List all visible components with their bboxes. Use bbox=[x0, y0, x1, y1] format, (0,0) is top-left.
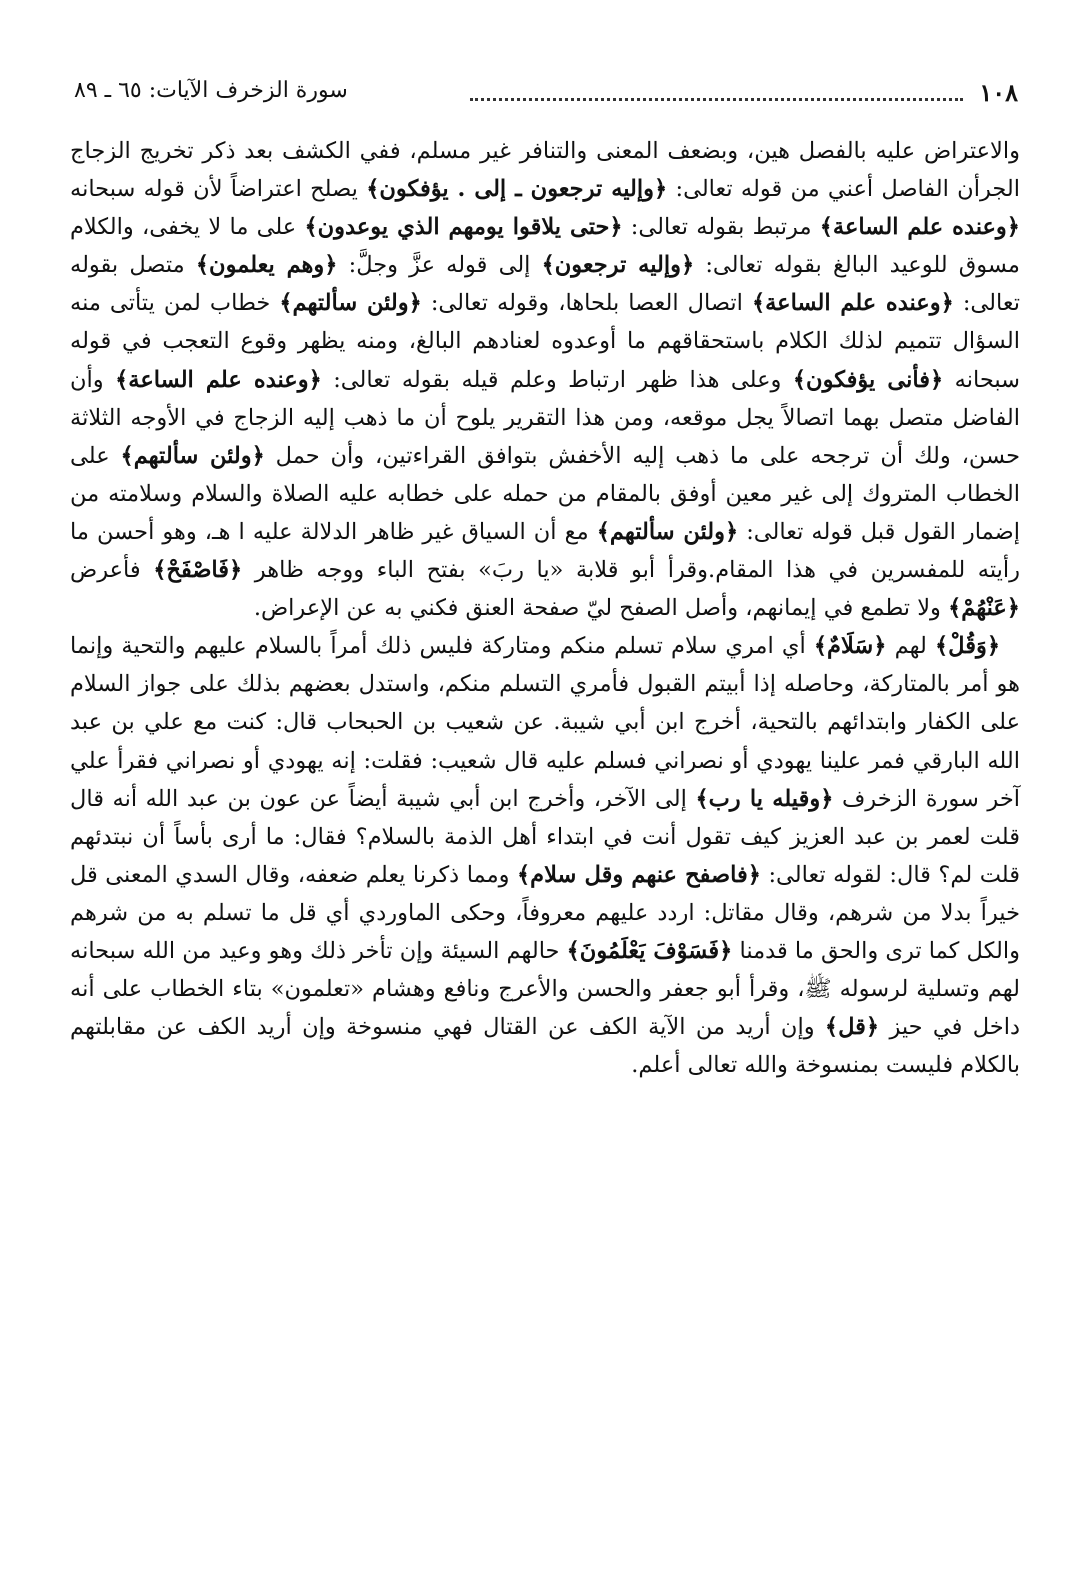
text-segment: مرتبط بقوله تعالى: bbox=[622, 214, 820, 241]
paragraph bbox=[70, 627, 1020, 1084]
text-segment: مع أن السياق غير ظاهر الدلالة عليه ا هـ، وهو أحسن ما رأيته للمفسرين في هذا المقام.وقرأ أبو قلابة «يا ربَ» بفتح الباء ووجه ظاهر bbox=[70, 518, 1021, 584]
quran-quote: ﴿قل﴾ bbox=[824, 1014, 880, 1041]
quran-quote: ﴿وعنده علم الساعة﴾ bbox=[115, 366, 322, 393]
quran-quote: ﴿ولئن سألتهم﴾ bbox=[596, 518, 739, 545]
quran-quote: ﴿وعنده علم الساعة﴾ bbox=[751, 290, 954, 317]
text-segment: ولا تطمع في إيمانهم، وأصل الصفح ليّ صفحة العنق فكني به عن الإعراض. bbox=[253, 595, 949, 622]
text-segment: فأعرض bbox=[70, 557, 154, 584]
text-segment: وعلى هذا ظهر ارتباط وعلم قيله بقوله تعالى: bbox=[321, 366, 793, 393]
quran-quote: ﴿حتى يلاقوا يومهم الذي يوعدون﴾ bbox=[304, 214, 623, 241]
quran-quote: ﴿فَسَوْفَ يَعْلَمُونَ﴾ bbox=[566, 937, 733, 964]
quran-quote: ﴿فَاصْفَحْ﴾ bbox=[153, 557, 243, 584]
text-segment: لهم bbox=[886, 633, 935, 660]
text-segment: أي امري سلام تسلم منكم ومتاركة فليس ذلك أمراً بالسلام عليهم والتحية وإنما هو أمر بالمتاركة، وحاصله إذا أبيتم القبول فأمري التسلم منكم، واستدل بعضهم بذلك على جواز السلام على الكفار وابتدائهم بالتحية، أخرج ابن أبي شيبة. عن شعيب بن الحبحاب قال: كنت مع علي بن عبد الله البارقي فمر علينا يهودي أو نصراني فسلم عليه قال شعيب: فقلت: إنه يهودي أو نصراني فقرأ علي آخر سورة الزخرف bbox=[70, 633, 1020, 812]
text-segment: يصلح اعتراضاً لأن قوله سبحانه bbox=[70, 176, 367, 203]
paragraph bbox=[70, 132, 1020, 627]
text-segment: ومما ذكرنا يعلم ضعفه، وقال السدي المعنى قل خيراً بدلا من شرهم، وقال مقاتل: اردد عليهم معروفاً، وحكى الماوردي أي قل ما تسلم به من شرهم والكل كما ترى والحق ما قدمنا bbox=[70, 861, 1020, 964]
text-segment: والاعتراض عليه بالفصل هين، وبضعف المعنى والتنافر غير مسلم، ففي الكشف بعد ذكر تخريج الزجاج الجرأن الفاصل أعني من قوله تعالى: bbox=[70, 138, 1020, 203]
quran-quote: ﴿عَنْهُمْ﴾ bbox=[948, 595, 1020, 622]
quran-quote: ﴿سَلَامٌ﴾ bbox=[813, 633, 887, 660]
quran-quote: ﴿وعنده علم الساعة﴾ bbox=[819, 214, 1020, 241]
text-segment: على ما لا يخفى، والكلام مسوق للوعيد البالغ بقوله تعالى: bbox=[70, 214, 1020, 279]
header-dotted-leader bbox=[470, 98, 963, 101]
text-segment: حالهم السيئة وإن تأخر ذلك وهو وعيد من الله سبحانه لهم وتسلية لرسوله ﷺ، وقرأ أبو جعفر والحسن والأعرج ونافع وهشام «تعلمون» بتاء الخطاب على أنه داخل في حيز bbox=[70, 937, 1020, 1041]
page-header bbox=[70, 74, 1018, 114]
quran-quote: ﴿ولئن سألتهم﴾ bbox=[279, 290, 422, 317]
quran-quote: ﴿ولئن سألتهم﴾ bbox=[120, 442, 265, 469]
text-segment: إلى الآخر، وأخرج ابن أبي شيبة أيضاً عن عون بن عبد الله أنه قال قلت لعمر بن عبد العزيز كيف تقول أنت في ابتداء أهل الذمة بالسلام؟ فقال: ما أرى بأساً أن نبتدئهم قلت لم؟ قال: لقوله تعالى: bbox=[70, 785, 1021, 888]
text-segment: على الخطاب المتروك إلى غير معين أوفق بالمقام من حمله على خطابه عليه الصلاة والسلام وسلامته من إضمار القول قبل قوله تعالى: bbox=[70, 442, 1020, 545]
quran-quote: ﴿وإليه ترجعون ـ إلى . يؤفكون﴾ bbox=[366, 176, 668, 203]
quran-quote: ﴿فأنى يؤفكون﴾ bbox=[792, 366, 944, 393]
text-segment: إلى قوله عزَّ وجلَّ: bbox=[337, 252, 542, 279]
quran-quote: ﴿فاصفح عنهم وقل سلام﴾ bbox=[516, 861, 761, 888]
surah-title: سورة الزخرف الآيات: ٦٥ ـ ٨٩ bbox=[74, 78, 348, 103]
text-segment: وأن الفاضل متصل بهما اتصالاً يجل موقعه، ومن هذا التقرير يلوح أن ما ذهب إليه الزجاج في الأوجه الثلاثة حسن، ولك أن ترجحه على ما ذهب إليه الأخفش بتوافق القراءتين، وأن حمل bbox=[70, 366, 1021, 469]
quran-quote: ﴿وهم يعلمون﴾ bbox=[195, 252, 338, 279]
body-text bbox=[70, 132, 1020, 1084]
page-number: ١٠٨ bbox=[979, 78, 1018, 107]
text-segment: خطاب لمن يتأتى منه السؤال تتميم لذلك الكلام باستحقاقهم ما أوعدوه لعنادهم البالغ، ومنه يظهر وقوع التعجب في قوله سبحانه bbox=[70, 290, 1021, 393]
text-segment: اتصال العصا بلحاها، وقوله تعالى: bbox=[421, 290, 752, 317]
quran-quote: ﴿وَقُلْ﴾ bbox=[934, 633, 1000, 660]
text-segment: وإن أريد من الآية الكف عن القتال فهي منسوخة وإن أريد الكف عن مقابلتهم بالكلام فليست بمنسوخة والله تعالى أعلم. bbox=[70, 1014, 1020, 1079]
quran-quote: ﴿وإليه ترجعون﴾ bbox=[541, 252, 695, 279]
text-segment: متصل بقوله تعالى: bbox=[70, 252, 1020, 317]
quran-quote: ﴿وقيله يا رب﴾ bbox=[695, 785, 834, 812]
